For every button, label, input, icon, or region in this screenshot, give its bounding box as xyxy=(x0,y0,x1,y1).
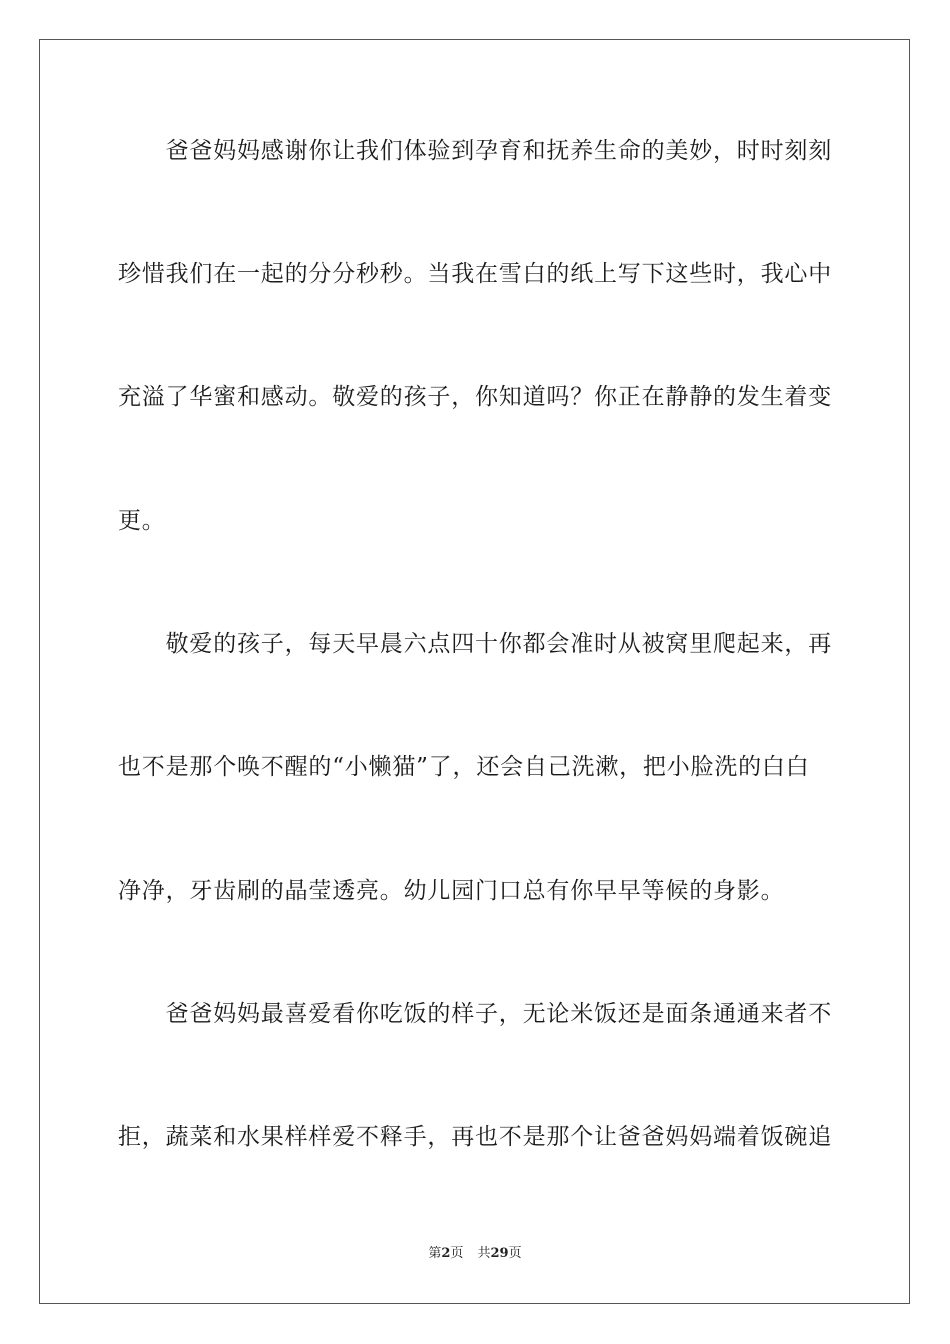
page-footer xyxy=(0,1245,950,1263)
text-line-8: 爸爸妈妈最喜爱看你吃饭的样子，无论米饭还是面条通通来者不 xyxy=(118,1001,832,1027)
text-line-2: 珍惜我们在一起的分分秒秒。当我在雪白的纸上写下这些时，我心中 xyxy=(118,261,832,287)
footer-total-prefix: 共 xyxy=(477,1246,491,1261)
text-line-9: 拒，蔬菜和水果样样爱不释手，再也不是那个让爸爸妈妈端着饭碗追 xyxy=(118,1124,832,1150)
footer-page-suffix: 页 xyxy=(450,1246,464,1261)
text-line-7: 净净，牙齿刷的晶莹透亮。幼儿园门口总有你早早等候的身影。 xyxy=(118,878,785,904)
page-frame xyxy=(39,39,910,1304)
text-line-1: 爸爸妈妈感谢你让我们体验到孕育和抚养生命的美妙，时时刻刻 xyxy=(118,138,832,164)
text-line-4: 更。 xyxy=(118,508,166,534)
footer-page-prefix: 第 xyxy=(428,1246,442,1261)
text-line-5: 敬爱的孩子，每天早晨六点四十你都会准时从被窝里爬起来，再 xyxy=(118,631,832,657)
text-line-3: 充溢了华蜜和感动。敬爱的孩子，你知道吗？你正在静静的发生着变 xyxy=(118,384,832,410)
text-line-6: 也不是那个唤不醒的“小懒猫”了，还会自己洗漱，把小脸洗的白白 xyxy=(118,754,810,780)
footer-total-suffix: 页 xyxy=(508,1246,522,1261)
footer-total-pages: 29 xyxy=(490,1246,509,1261)
footer-page-number: 2 xyxy=(441,1246,451,1261)
